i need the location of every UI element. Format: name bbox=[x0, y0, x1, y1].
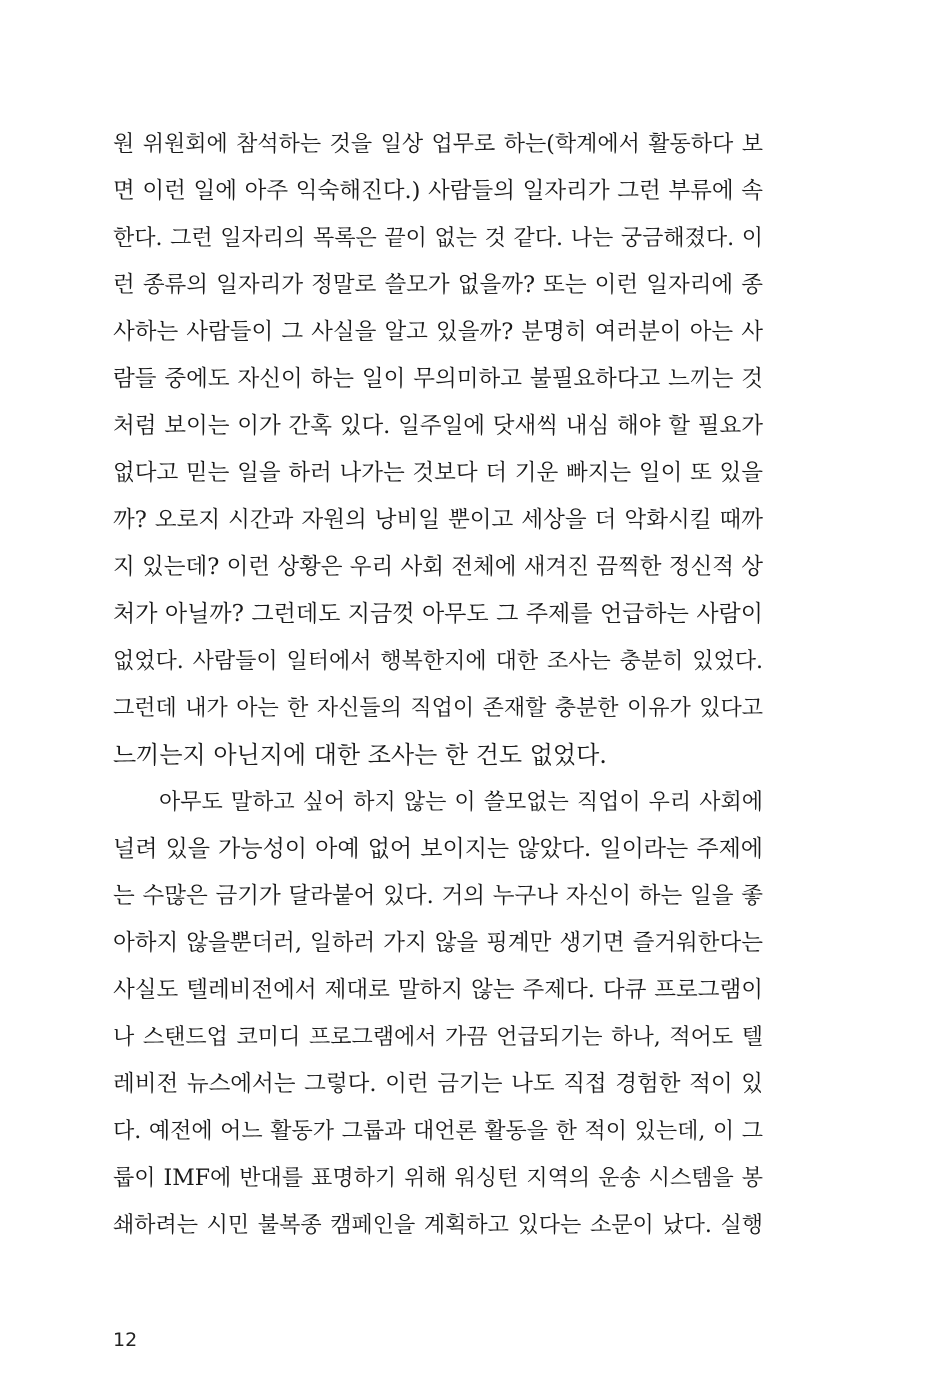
text-line: 그런데 내가 아는 한 자신들의 직업이 존재할 충분한 이유가 있다고 bbox=[113, 696, 763, 721]
body-text bbox=[113, 121, 763, 1249]
text-line: 아무도 말하고 싶어 하지 않는 이 쓸모없는 직업이 우리 사회에 bbox=[159, 790, 763, 815]
paragraph-1 bbox=[113, 121, 763, 779]
text-line: 처럼 보이는 이가 간혹 있다. 일주일에 닷새씩 내심 해야 할 필요가 bbox=[113, 413, 763, 439]
text-line: 지 있는데? 이런 상황은 우리 사회 전체에 새겨진 끔찍한 정신적 상 bbox=[113, 554, 763, 580]
text-line: 없었다. 사람들이 일터에서 행복한지에 대한 조사는 충분히 있었다. bbox=[113, 649, 763, 674]
text-line: 없다고 믿는 일을 하러 나가는 것보다 더 기운 빠지는 일이 또 있을 bbox=[113, 460, 763, 486]
text-line: 룹이 IMF에 반대를 표명하기 위해 워싱턴 지역의 운송 시스템을 봉 bbox=[113, 1166, 763, 1191]
text-line: 런 종류의 일자리가 정말로 쓸모가 없을까? 또는 이런 일자리에 종 bbox=[113, 272, 763, 298]
text-line: 까? 오로지 시간과 자원의 낭비일 뿐이고 세상을 더 악화시킬 때까 bbox=[113, 507, 763, 533]
text-line: 원 위원회에 참석하는 것을 일상 업무로 하는(학계에서 활동하다 보 bbox=[113, 132, 763, 157]
text-line: 사실도 텔레비전에서 제대로 말하지 않는 주제다. 다큐 프로그램이 bbox=[113, 977, 763, 1003]
paragraph-2 bbox=[113, 779, 763, 1249]
text-line: 나 스탠드업 코미디 프로그램에서 가끔 언급되기는 하나, 적어도 텔 bbox=[113, 1025, 763, 1050]
text-line: 아하지 않을뿐더러, 일하러 가지 않을 핑계만 생기면 즐거워한다는 bbox=[113, 930, 763, 956]
text-line: 면 이런 일에 아주 익숙해진다.) 사람들의 일자리가 그런 부류에 속 bbox=[113, 178, 763, 204]
text-line: 느끼는지 아닌지에 대한 조사는 한 건도 없었다. bbox=[113, 741, 607, 769]
text-line: 쇄하려는 시민 불복종 캠페인을 계획하고 있다는 소문이 났다. 실행 bbox=[113, 1213, 763, 1238]
text-line: 처가 아닐까? 그런데도 지금껏 아무도 그 주제를 언급하는 사람이 bbox=[113, 601, 763, 627]
text-line: 사하는 사람들이 그 사실을 알고 있을까? 분명히 여러분이 아는 사 bbox=[113, 319, 763, 345]
text-line: 다. 예전에 어느 활동가 그룹과 대언론 활동을 한 적이 있는데, 이 그 bbox=[113, 1119, 763, 1144]
text-line: 널려 있을 가능성이 아예 없어 보이지는 않았다. 일이라는 주제에 bbox=[113, 836, 763, 862]
page-number: 12 bbox=[113, 1329, 138, 1351]
text-line: 람들 중에도 자신이 하는 일이 무의미하고 불필요하다고 느끼는 것 bbox=[113, 366, 763, 392]
text-line: 한다. 그런 일자리의 목록은 끝이 없는 것 같다. 나는 궁금해졌다. 이 bbox=[113, 226, 763, 251]
text-line: 는 수많은 금기가 달라붙어 있다. 거의 누구나 자신이 하는 일을 좋 bbox=[113, 883, 763, 909]
text-line: 레비전 뉴스에서는 그렇다. 이런 금기는 나도 직접 경험한 적이 있 bbox=[113, 1071, 763, 1097]
